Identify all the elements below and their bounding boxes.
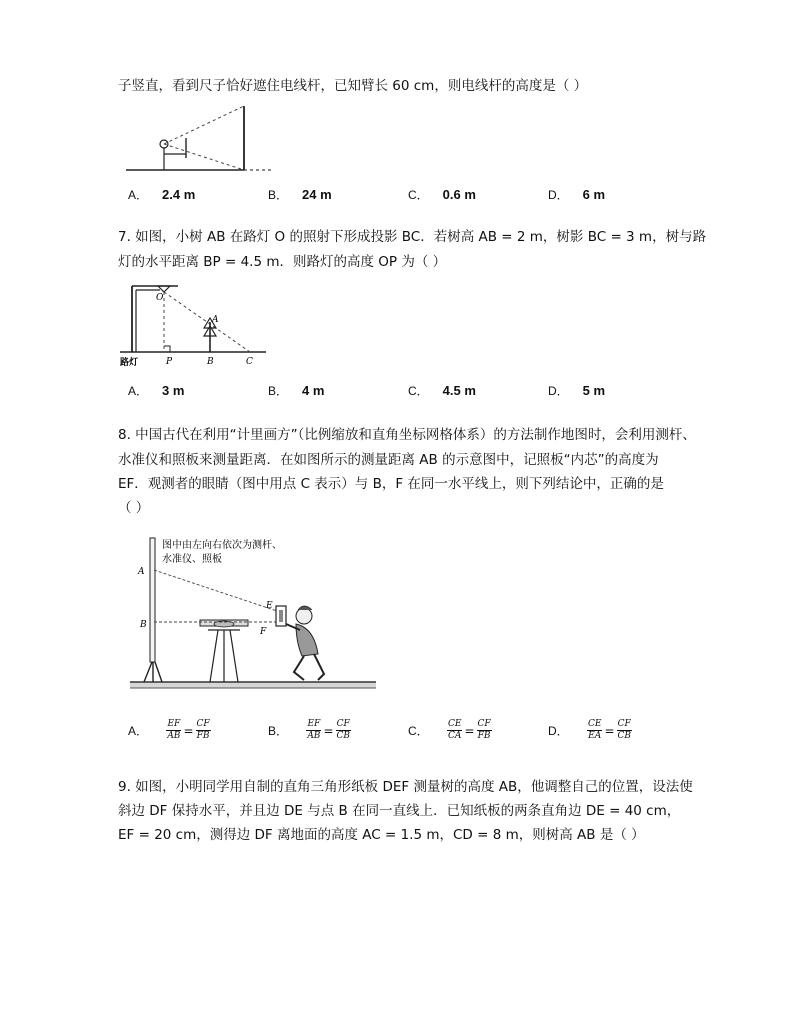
q7-label-c: C xyxy=(246,357,253,367)
q8-figure xyxy=(128,532,378,696)
q7-option-d[interactable]: D． 5 m xyxy=(548,383,606,398)
q8-label-a: A xyxy=(138,567,145,577)
q7-figure xyxy=(118,280,268,372)
q6-text: 子竖直，看到尺子恰好遮住电线杆，已知臂长 60 cm，则电线杆的高度是（ ） xyxy=(118,78,588,94)
q7-option-b[interactable]: B． 4 m xyxy=(268,383,325,398)
q8-label-e: E xyxy=(266,601,273,611)
q6-option-d[interactable]: D． 6 m xyxy=(548,187,606,202)
q7-label-a: A xyxy=(212,315,219,325)
q7-line-1: 7. 如图，小树 AB 在路灯 O 的照射下形成投影 BC．若树高 AB = 2 m，树影 BC = 3 m，树与路 xyxy=(118,229,707,245)
q6-option-a[interactable]: A． 2.4 m xyxy=(128,187,196,202)
q7-option-a[interactable]: A． 3 m xyxy=(128,383,185,398)
q8-line-4: （ ） xyxy=(118,500,150,516)
q6-option-b[interactable]: B． 24 m xyxy=(268,187,332,202)
q7-option-c[interactable]: C． 4.5 m xyxy=(408,383,476,398)
q7-label-lamp: 路灯 xyxy=(120,358,139,368)
q9-line-2: 斜边 DF 保持水平，并且边 DE 与点 B 在同一直线上．已知纸板的两条直角边 DE = 40 cm， xyxy=(118,803,681,819)
q8-label-b: B xyxy=(140,620,147,630)
q6-figure xyxy=(124,102,274,172)
q8-option-d[interactable]: D． $\frac{CE}{EA}$ = $\frac{CF}{CB}$ xyxy=(548,719,631,741)
q7-label-o: O xyxy=(156,293,164,303)
q6-options xyxy=(128,186,688,210)
q7-label-b: B xyxy=(207,357,214,367)
q8-figure-caption-2: 水准仪、照板 xyxy=(162,554,222,565)
q8-option-c[interactable]: C． $\frac{CE}{CA}$ = $\frac{CF}{FB}$ xyxy=(408,719,491,741)
q7-label-p: P xyxy=(166,357,173,367)
q8-label-f: F xyxy=(260,627,267,637)
q9-line-1: 9. 如图，小明同学用自制的直角三角形纸板 DEF 测量树的高度 AB，他调整自己的位置，设法使 xyxy=(118,779,693,795)
q8-line-2: 水准仪和照板来测量距离．在如图所示的测量距离 AB 的示意图中，记照板“内芯”的高度为 xyxy=(118,452,659,468)
q7-line-2: 灯的水平距离 BP = 4.5 m．则路灯的高度 OP 为（ ） xyxy=(118,254,447,270)
q8-option-a[interactable]: A． $\frac{EF}{AB}$ = $\frac{CF}{FB}$ xyxy=(128,719,210,741)
q8-options xyxy=(128,719,688,745)
q7-options xyxy=(128,382,688,406)
q8-figure-caption-1: 图中由左向右依次为测杆、 xyxy=(162,540,282,551)
q8-option-b[interactable]: B． $\frac{EF}{AB}$ = $\frac{CF}{CB}$ xyxy=(268,719,350,741)
q6-option-c[interactable]: C． 0.6 m xyxy=(408,187,476,202)
q9-line-3: EF = 20 cm，测得边 DF 离地面的高度 AC = 1.5 m，CD = 8 m，则树高 AB 是（ ） xyxy=(118,827,645,843)
q8-line-3: EF．观测者的眼睛（图中用点 C 表示）与 B，F 在同一水平线上，则下列结论中，正确的是 xyxy=(118,476,664,492)
q8-line-1: 8. 中国古代在利用“计里画方”（比例缩放和直角坐标网格体系）的方法制作地图时，会利用测杆、 xyxy=(118,427,696,443)
